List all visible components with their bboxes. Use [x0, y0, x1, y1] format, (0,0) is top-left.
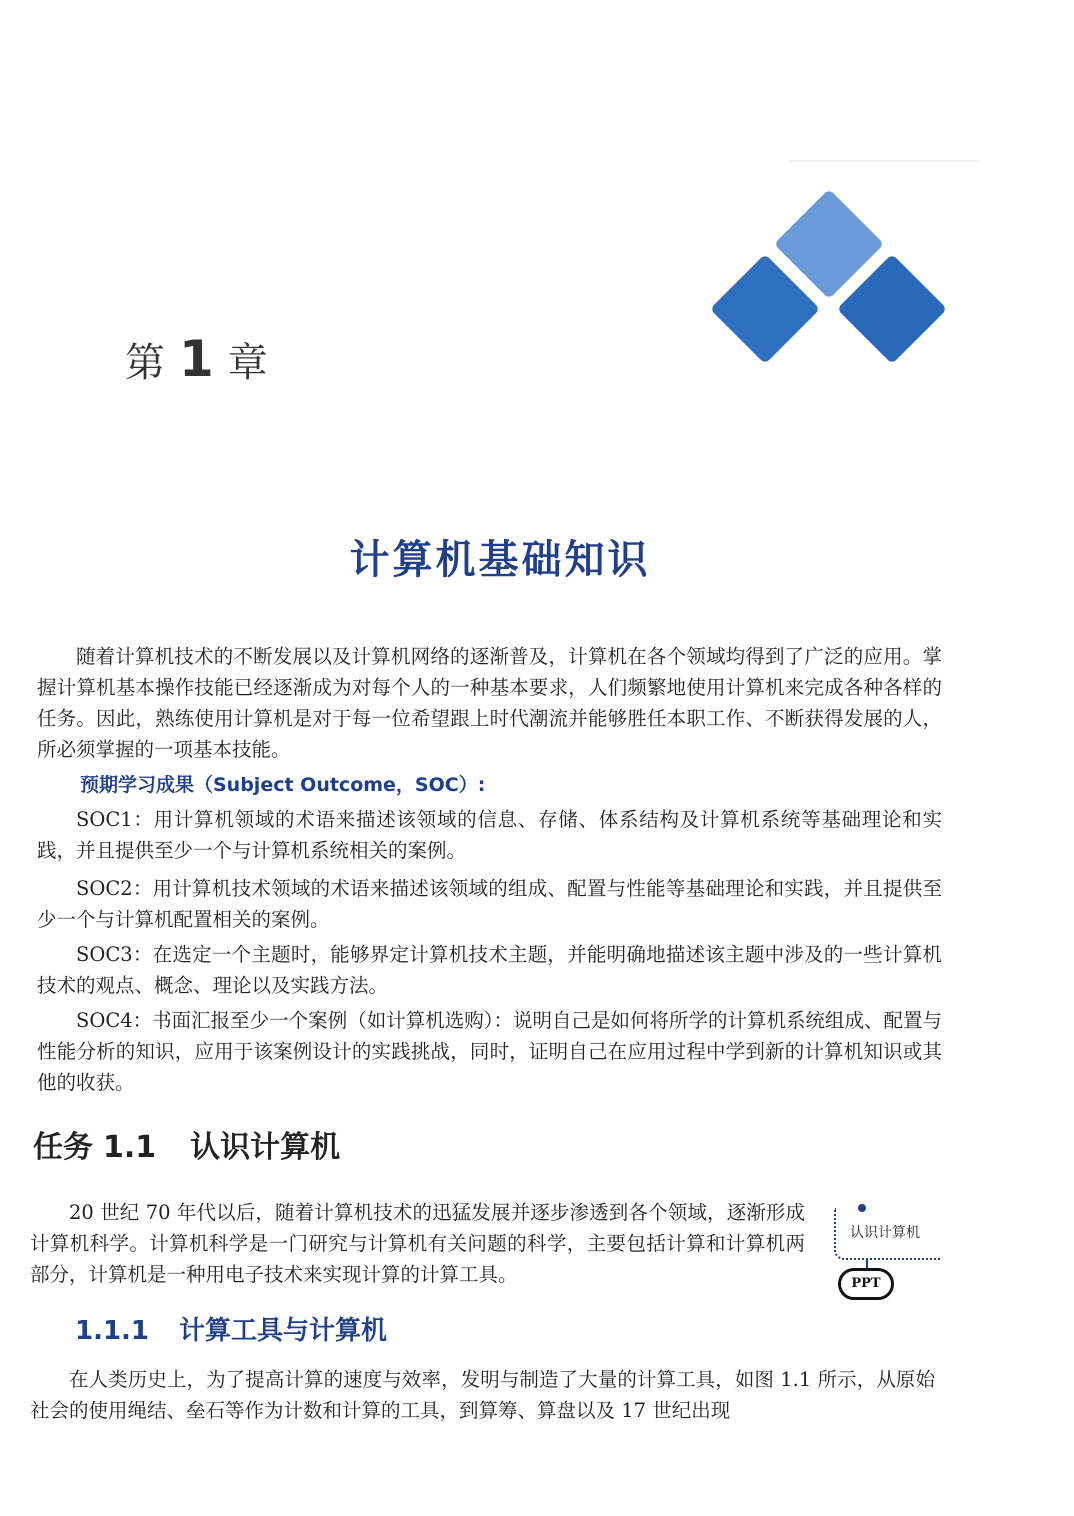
- chapter-label: [125, 330, 268, 388]
- ppt-note-label: 认识计算机: [850, 1225, 920, 1241]
- intro-paragraph: 随着计算机技术的不断发展以及计算机网络的逐渐普及，计算机在各个领域均得到了广泛的应用。掌握计算机基本操作技能已经逐渐成为对每个人的一种基本要求，人们频繁地使用计算机来完成各种各样的任务。因此，熟练使用计算机是对于每一位希望跟上时代潮流并能够胜任本职工作、不断获得发展的人，所必须掌握的一项基本技能。: [37, 645, 942, 761]
- chapter-suffix: 章: [227, 340, 268, 386]
- soc-item-1: SOC1：用计算机领域的术语来描述该领域的信息、存储、体系结构及计算机系统等基础理论和实践，并且提供至少一个与计算机系统相关的案例。: [37, 808, 942, 862]
- subsection-paragraph: 在人类历史上，为了提高计算的速度与效率，发明与制造了大量的计算工具，如图 1.1 所示，从原始社会的使用绳结、垒石等作为计数和计算的工具，到算筹、算盘以及 17 世纪出现: [30, 1368, 935, 1422]
- chapter-title: 计算机基础知识: [349, 537, 651, 583]
- task-title: 认识计算机: [190, 1130, 341, 1165]
- task-number: 1.1: [103, 1130, 157, 1165]
- subsection-number: 1.1.1: [75, 1316, 150, 1346]
- chapter-number: 1: [179, 330, 214, 388]
- soc-item-2: SOC2：用计算机技术领域的术语来描述该领域的组成、配置与性能等基础理论和实践，并且提供至少一个与计算机配置相关的案例。: [37, 877, 942, 931]
- task-label: 任务: [33, 1130, 93, 1165]
- decorative-line: [790, 160, 980, 162]
- ppt-note-connector: [866, 1258, 868, 1268]
- soc-heading: 预期学习成果（Subject Outcome，SOC）:: [80, 774, 486, 796]
- chapter-prefix: 第: [125, 340, 165, 386]
- subsection-heading: [75, 1310, 387, 1347]
- subsection-title: 计算工具与计算机: [179, 1316, 388, 1346]
- soc-item-4: SOC4：书面汇报至少一个案例（如计算机选购）：说明自己是如何将所学的计算机系统组成、配置与性能分析的知识，应用于该案例设计的实践挑战，同时，证明自己在应用过程中学到新的计算机知识或其他的收获。: [37, 1009, 942, 1094]
- task-paragraph: 20 世纪 70 年代以后，随着计算机技术的迅猛发展并逐步渗透到各个领域，逐渐形成计算机科学。计算机科学是一门研究与计算机有关问题的科学，主要包括计算和计算机两部分，计算机是一种用电子技术来实现计算的计算工具。: [30, 1201, 805, 1286]
- ppt-button[interactable]: PPT: [838, 1268, 894, 1300]
- soc-item-3: SOC3：在选定一个主题时，能够界定计算机技术主题，并能明确地描述该主题中涉及的一些计算机技术的观点、概念、理论以及实践方法。: [37, 943, 942, 997]
- ppt-note-dot: [858, 1204, 866, 1212]
- task-heading: [33, 1122, 340, 1166]
